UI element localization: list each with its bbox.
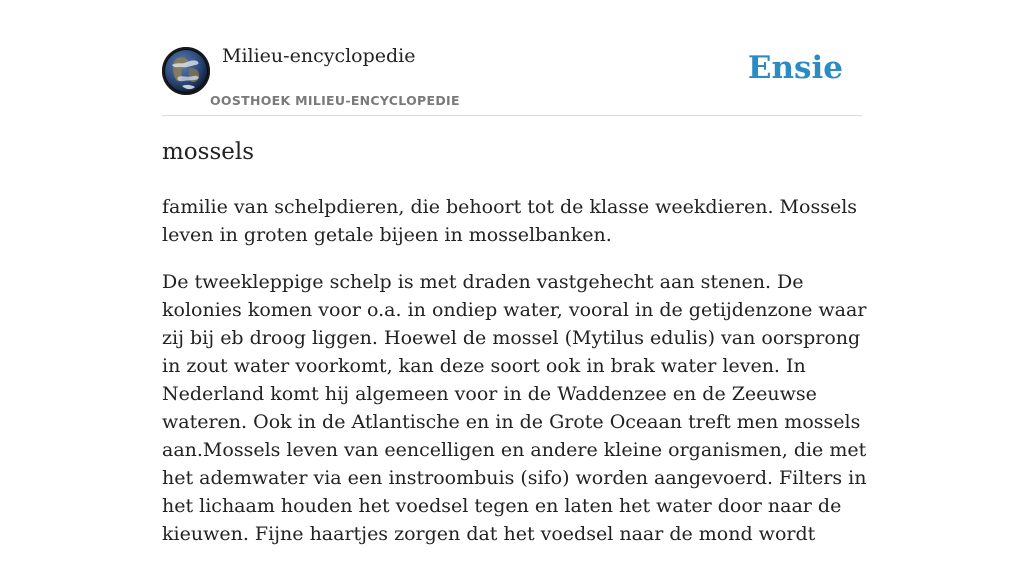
source-title[interactable]: Milieu-encyclopedie <box>222 45 416 67</box>
article-definition <box>162 193 868 567</box>
source-subtitle: OOSTHOEK MILIEU-ENCYCLOPEDIE <box>210 93 460 108</box>
header <box>162 0 862 116</box>
article-term: mossels <box>162 139 255 165</box>
earth-globe-icon[interactable] <box>162 47 210 95</box>
definition-paragraph: De tweekleppige schelp is met draden vastgehecht aan stenen. De kolonies komen voor o.a. in ondiep water, vooral in de getijdenzone waar zij bij eb droog liggen. Hoewel de mossel (Mytilus edulis) van oorsprong in zout water voorkomt, kan deze soort ook in brak water leven. In Nederland komt hij algemeen voor in de Waddenzee en de Zeeuwse wateren. Ook in de Atlantische en in de Grote Oceaan treft men mossels aan.Mossels leven van eencelligen en andere kleine organismen, die met het ademwater via een instroombuis (sifo) worden aangevoerd. Filters in het lichaam houden het voedsel tegen en laten het water door naar de kieuwen. Fijne haartjes zorgen dat het voedsel naar de mond wordt <box>162 271 867 545</box>
definition-paragraph: familie van schelpdieren, die behoort tot de klasse weekdieren. Mossels leven in groten getale bijeen in mosselbanken. <box>162 196 858 246</box>
ensie-logo-link[interactable]: Ensie <box>747 50 843 86</box>
